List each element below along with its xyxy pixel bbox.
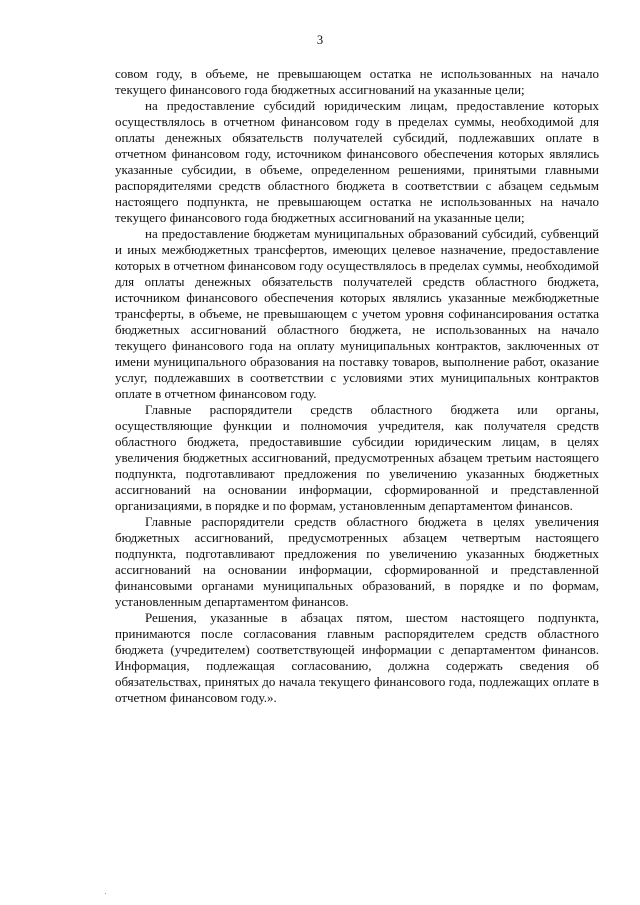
paragraph: совом году, в объеме, не превышающем остатка не использованных на начало текущего финансового года бюджетных ассигнований на указанные цели; [115,66,599,97]
paragraph: на предоставление бюджетам муниципальных образований субсидий, субвенций и иных межбюджетных трансфертов, имеющих целевое назначение, предоставление которых в отчетном финансовом году осуществлялось в пределах суммы, необходимой для оплаты денежных обязательств получателей средств областного бюджета, источником финансового обеспечения которых являлись указанные межбюджетные трансферты, в объеме, не превышающем с учетом уровня софинансирования остатка бюджетных ассигнований областного бюджета, не использованных на начало текущего финансового года на оплату муниципальных контрактов, заключенных от имени муниципального образования на поставку товаров, выполнение работ, оказание услуг, подлежавших в соответствии с условиями этих муниципальных контрактов оплате в отчетном финансовом году. [115,226,600,401]
body-text [115,66,599,706]
paragraph: Главные распорядители средств областного бюджета или органы, осуществляющие функции и полномочия учредителя, как получателя средств областного бюджета, предоставившие субсидии юридическим лицам, в целях увеличения бюджетных ассигнований, предусмотренных абзацем третьим настоящего подпункта, подготавливают предложения по увеличению указанных бюджетных ассигнований на основании информации, сформированной и представленной организациями, в порядке и по формам, установленным департаментом финансов. [115,402,599,513]
paragraph: Решения, указанные в абзацах пятом, шестом настоящего подпункта, принимаются после согласования главным распорядителем средств областного бюджета (учредителем) соответствующей информации с департаментом финансов. Информация, подлежащая согласованию, должна содержать сведения об обязательствах, принятых до начала текущего финансового года, подлежащих оплате в отчетном финансовом году.». [115,610,599,705]
page-number: 3 [316,33,324,47]
paragraph: на предоставление субсидий юридическим лицам, предоставление которых осуществлялось в отчетном финансовом году в пределах суммы, необходимой для оплаты денежных обязательств получателей субсидий, подлежавших оплате в отчетном финансовом году, источником финансового обеспечения которых являлись указанные субсидии, в объеме, определенном решениями, принятыми главными распорядителями средств областного бюджета в соответствии с абзацем седьмым настоящего подпункта, не превышающем остатка не использованных на начало текущего финансового года бюджетных ассигнований на указанные цели; [115,98,599,225]
paragraph: Главные распорядители средств областного бюджета в целях увеличения бюджетных ассигнований, предусмотренных абзацем четвертым настоящего подпункта, подготавливают предложения по увеличению указанных бюджетных ассигнований на основании информации, сформированной и представленной финансовыми органами муниципальных образований, в порядке и по формам, установленным департаментом финансов. [115,514,599,609]
scan-artifact-dot [105,893,106,894]
